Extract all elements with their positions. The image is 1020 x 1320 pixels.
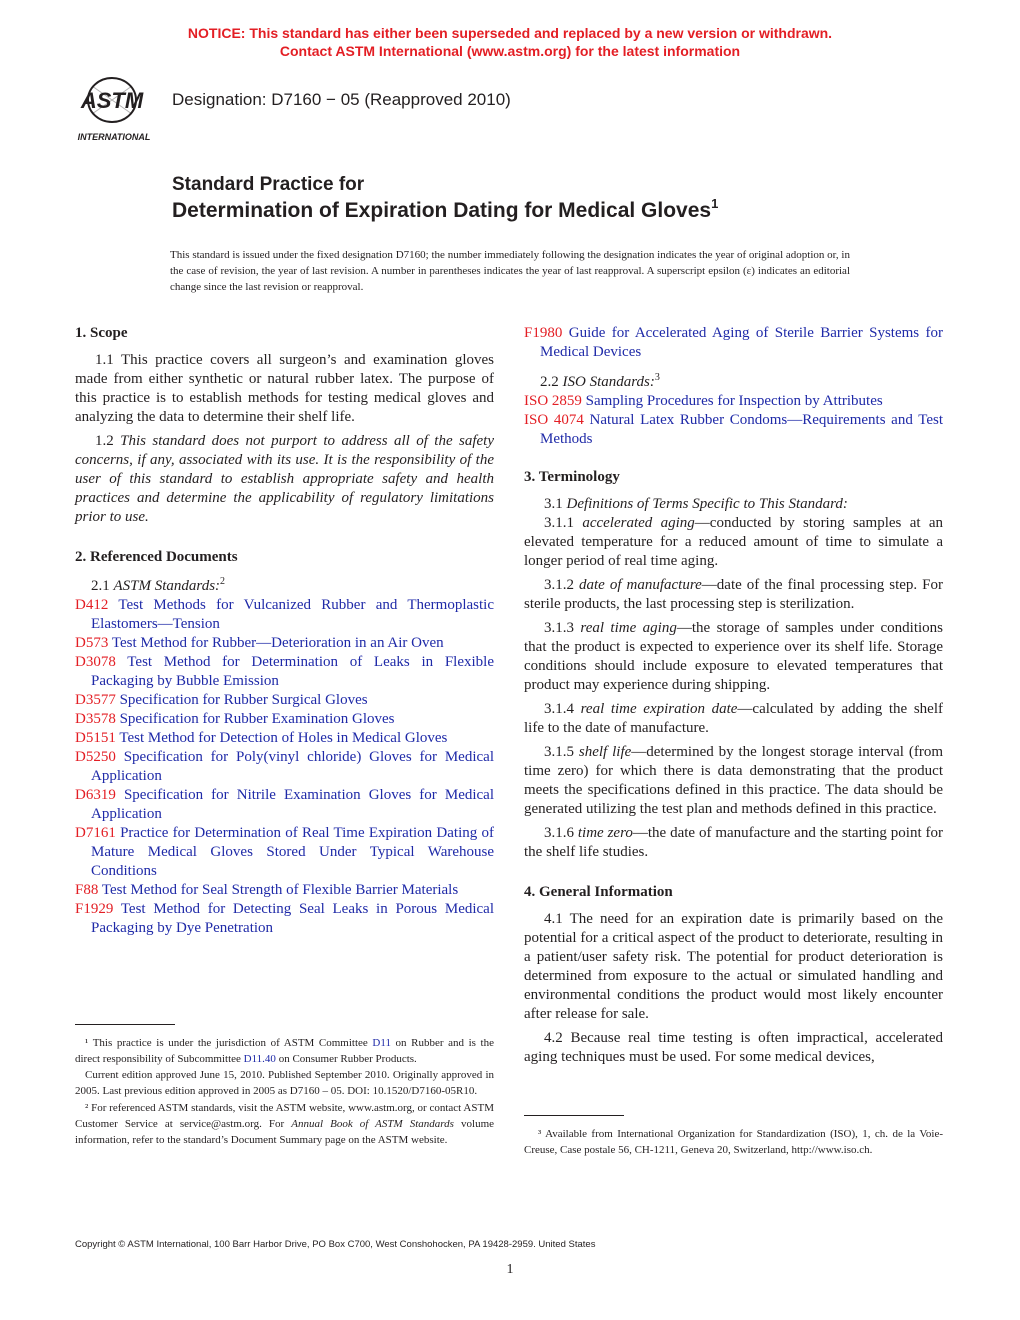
astm-logo xyxy=(70,72,162,144)
ref-d573[interactable]: D573 Test Method for Rubber—Deterioration in an Air Oven xyxy=(75,635,444,651)
astm-standards-list xyxy=(75,572,494,938)
astm-num: 2.1 xyxy=(91,578,110,594)
term-3-1-3: 3.1.3 real time aging—the storage of samples under conditions that the product is expected to experience over its shelf life. Storage conditions should include exposure to elevated temperatures that product may experience during shipping. xyxy=(524,620,943,693)
title-main: Determination of Expiration Dating for Medical Gloves xyxy=(172,199,712,222)
right-column xyxy=(524,324,943,1067)
scope-1-2-text: This standard does not purport to address all of the safety concerns, if any, associated with its use. It is the responsibility of the user of this standard to establish appropriate safety and health practices and determine the applicability of regulatory limitations prior to use. xyxy=(75,433,495,525)
title-line-1: Standard Practice for xyxy=(172,174,365,195)
iso-standards-list xyxy=(524,368,943,449)
term-3-1-2: 3.1.2 date of manufacture—date of the final processing step. For sterile products, the last processing step is sterilization. xyxy=(524,577,943,612)
ref-d7161[interactable]: D7161 Practice for Determination of Real Time Expiration Dating of Mature Medical Gloves Stored Under Typical Warehouse Conditions xyxy=(75,825,494,879)
title-footnote-mark: 1 xyxy=(711,196,719,211)
footnote-rule-left xyxy=(75,1024,175,1025)
ref-d5151[interactable]: D5151 Test Method for Detection of Holes in Medical Gloves xyxy=(75,730,448,746)
link-d11[interactable]: D11 xyxy=(372,1037,391,1049)
notice-line-1: NOTICE: This standard has either been superseded and replaced by a new version or withdrawn. xyxy=(187,25,833,41)
notice-line-2: Contact ASTM International (www.astm.org) for the latest information xyxy=(279,43,741,59)
link-d11-40[interactable]: D11.40 xyxy=(243,1053,276,1065)
footnote-2: ² For referenced ASTM standards, visit the ASTM website, www.astm.org, or contact ASTM Customer Service at service@astm.org. For Annual Book of ASTM Standards volume information, refer to the standard’s Document Summary page on the ASTM website. xyxy=(75,1102,495,1146)
title-line-2 xyxy=(172,196,719,223)
iso-num: 2.2 xyxy=(540,374,559,390)
general-4-1: 4.1 The need for an expiration date is primarily based on the potential for a critical aspect of the product to deteriorate, resulting in a patient/user safety risk. The potential for product deterioration is determined from exposure to the actual or simulated handling and environmental conditions the product would most likely encounter after release for sale. xyxy=(524,911,943,1022)
logo-subtitle: INTERNATIONAL xyxy=(77,132,151,142)
footnote-3: ³ Available from International Organization for Standardization (ISO), 1, ch. de la Voie-Creuse, Case postale 56, CH-1211, Geneva 20, Switzerland, http://www.iso.ch. xyxy=(524,1128,943,1156)
ref-d5250[interactable]: D5250 Specification for Poly(vinyl chloride) Gloves for Medical Application xyxy=(75,749,494,784)
astm-standards-list-cont xyxy=(524,324,943,362)
ref-d6319[interactable]: D6319 Specification for Nitrile Examination Gloves for Medical Application xyxy=(75,787,495,822)
ref-d3577[interactable]: D3577 Specification for Rubber Surgical Gloves xyxy=(75,692,368,708)
terminology-heading: 3. Terminology xyxy=(524,469,620,485)
general-heading: 4. General Information xyxy=(524,884,673,900)
footnote-1-edition: Current edition approved June 15, 2010. Published September 2010. Originally approved in 2005. Last previous edition approved in 2005 as D7160 – 05. DOI: 10.1520/D7160-05R10. xyxy=(75,1069,494,1097)
iso-sup: 3 xyxy=(654,372,660,383)
term-3-1-1: 3.1.1 accelerated aging—conducted by storing samples at an elevated temperature for a reduced amount of time to simulate a longer period of real time aging. xyxy=(524,515,943,569)
scope-heading: 1. Scope xyxy=(75,325,128,341)
left-column xyxy=(75,324,494,938)
scope-1-1: 1.1 This practice covers all surgeon’s and examination gloves made from either synthetic or natural rubber latex. The purpose of this practice is to establish methods for testing medical gloves and analyzing the data to determine their shelf life. xyxy=(75,352,494,425)
ref-iso-4074[interactable]: ISO 4074 Natural Latex Rubber Condoms—Requirements and Test Methods xyxy=(524,412,944,447)
ref-f1929[interactable]: F1929 Test Method for Detecting Seal Leaks in Porous Medical Packaging by Dye Penetration xyxy=(75,901,494,936)
ref-d3078[interactable]: D3078 Test Method for Determination of Leaks in Flexible Packaging by Bubble Emission xyxy=(75,654,494,689)
terminology-3-1: 3.1 Definitions of Terms Specific to This Standard: xyxy=(544,496,848,512)
ref-f1980[interactable]: F1980 Guide for Accelerated Aging of Sterile Barrier Systems for Medical Devices xyxy=(524,325,944,360)
intro-note: This standard is issued under the fixed designation D7160; the number immediately following the designation indicates the year of original adoption or, in the case of revision, the year of last revision. A number in parentheses indicates the year of last reapproval. A superscript epsilon (ε) indicates an editorial change since the last revision or reapproval. xyxy=(170,249,850,293)
referenced-heading: 2. Referenced Documents xyxy=(75,549,238,565)
scope-1-2 xyxy=(75,432,494,527)
term-3-1-5: 3.1.5 shelf life—determined by the longest storage interval (from time zero) for which there is data demonstrating that the product meets the specifications defined in this practice. The data should be generated utilizing the test plan and methods defined in this practice. xyxy=(524,744,943,817)
general-4-2: 4.2 Because real time testing is often impractical, accelerated aging techniques must be used. For some medical devices, xyxy=(524,1030,943,1065)
ref-d412[interactable]: D412 Test Methods for Vulcanized Rubber and Thermoplastic Elastomers—Tension xyxy=(75,597,495,632)
ref-f88[interactable]: F88 Test Method for Seal Strength of Flexible Barrier Materials xyxy=(75,882,459,898)
astm-standards-label xyxy=(75,572,494,596)
iso-standards-label xyxy=(524,368,943,392)
footnotes-left xyxy=(75,1035,494,1148)
astm-label: ASTM Standards: xyxy=(113,578,221,594)
term-3-1-4: 3.1.4 real time expiration date—calculated by adding the shelf life to the date of manufacture. xyxy=(524,701,943,736)
scope-1-2-num: 1.2 xyxy=(95,433,114,449)
logo-letters: ASTM xyxy=(80,88,144,113)
page-number: 1 xyxy=(506,1262,514,1277)
designation: Designation: D7160 − 05 (Reapproved 2010) xyxy=(172,90,511,109)
copyright: Copyright © ASTM International, 100 Barr Harbor Drive, PO Box C700, West Conshohocken, PA 19428-2959. United States xyxy=(75,1239,596,1250)
ref-d3578[interactable]: D3578 Specification for Rubber Examination Gloves xyxy=(75,711,395,727)
ref-iso-2859[interactable]: ISO 2859 Sampling Procedures for Inspection by Attributes xyxy=(524,393,883,409)
term-3-1-6: 3.1.6 time zero—the date of manufacture and the starting point for the shelf life studies. xyxy=(524,825,943,860)
footnote-1: ¹ This practice is under the jurisdiction of ASTM Committee D11 on Rubber and is the direct responsibility of Subcommittee D11.40 on Consumer Rubber Products. xyxy=(75,1037,494,1065)
footnote-rule-right xyxy=(524,1115,624,1116)
astm-sup: 2 xyxy=(220,576,226,587)
iso-label: ISO Standards: xyxy=(562,374,655,390)
